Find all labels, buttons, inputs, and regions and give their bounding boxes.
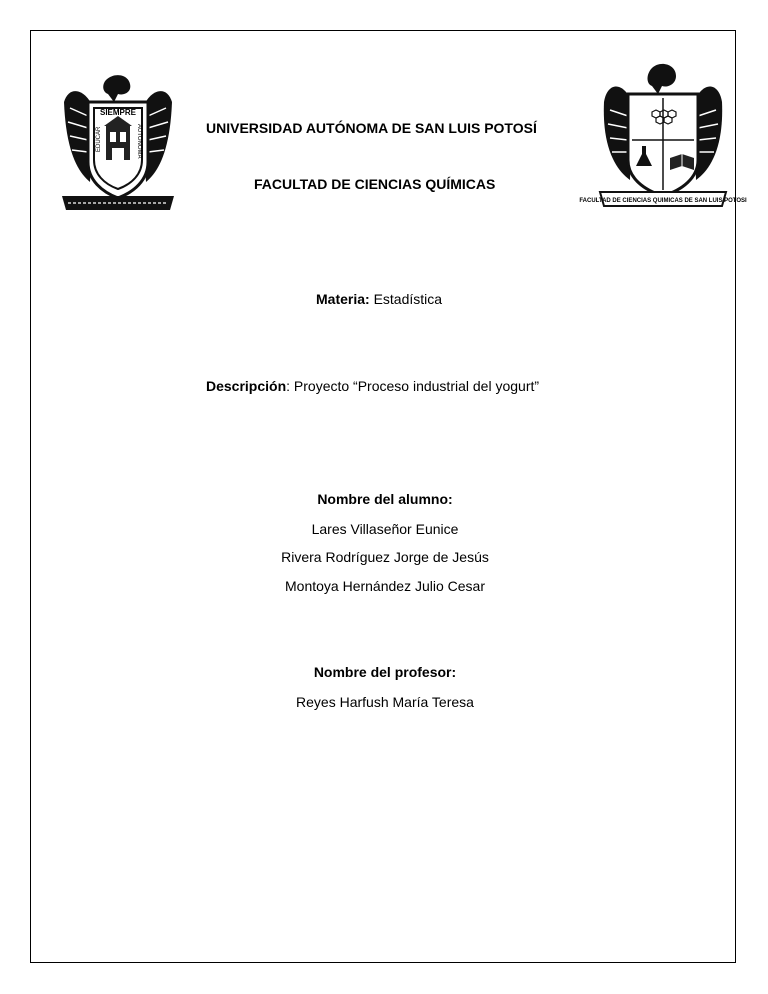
alumno-name: Lares Villaseñor Eunice <box>311 521 459 537</box>
svg-text:SIEMPRE: SIEMPRE <box>99 108 137 117</box>
descripcion-line <box>206 378 539 394</box>
svg-text:EDUCAR: EDUCAR <box>96 126 102 152</box>
university-title: UNIVERSIDAD AUTÓNOMA DE SAN LUIS POTOSÍ <box>206 120 537 136</box>
materia-value: Estadística <box>373 291 443 307</box>
fcq-seal-icon <box>579 62 747 210</box>
descripcion-value: : Proyecto “Proceso industrial del yogurt” <box>286 378 540 394</box>
svg-text:AUTONOMA: AUTONOMA <box>136 124 142 159</box>
faculty-title: FACULTAD DE CIENCIAS QUÍMICAS <box>254 176 496 192</box>
svg-text:FACULTAD DE CIENCIAS QUIMICAS: FACULTAD DE CIENCIAS QUIMICAS DE SAN LUIS POTOSI <box>579 198 747 204</box>
uaslp-seal-icon <box>60 72 176 214</box>
alumnos-heading: Nombre del alumno: <box>317 491 453 507</box>
alumno-name: Montoya Hernández Julio Cesar <box>285 578 485 594</box>
materia-line <box>316 291 442 307</box>
profesor-name: Reyes Harfush María Teresa <box>296 694 474 710</box>
profesor-heading: Nombre del profesor: <box>313 664 457 680</box>
alumno-name: Rivera Rodríguez Jorge de Jesús <box>281 549 489 565</box>
materia-label: Materia: <box>316 291 370 307</box>
descripcion-label: Descripción <box>206 378 287 394</box>
